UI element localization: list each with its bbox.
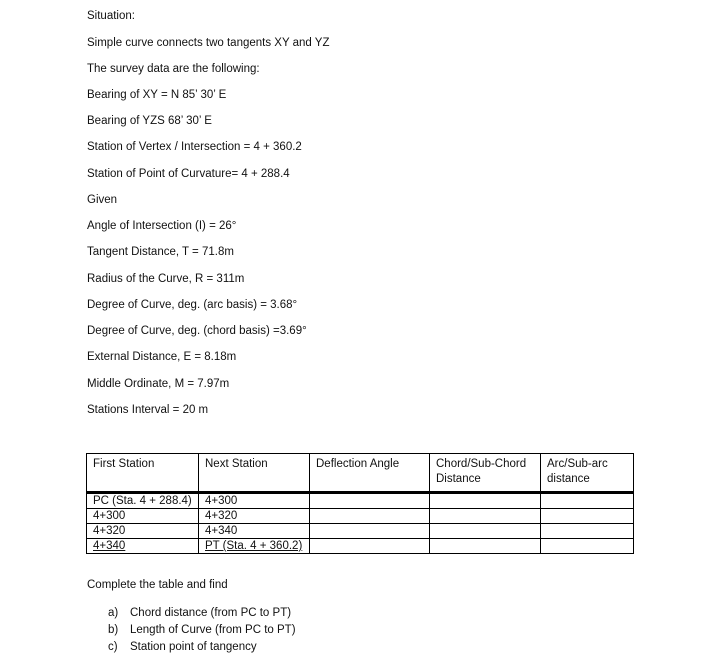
given-degree-chord: Degree of Curve, deg. (chord basis) =3.69° [87, 325, 307, 337]
bearing-yz: Bearing of YZS 68’ 30’ E [87, 115, 212, 127]
question-text: Chord distance (from PC to PT) [130, 607, 292, 619]
cell-deflection-angle [310, 509, 430, 524]
question-marker: a) [108, 607, 119, 619]
intro-line-survey: The survey data are the following: [87, 63, 260, 75]
given-degree-arc: Degree of Curve, deg. (arc basis) = 3.68° [87, 299, 298, 311]
task-instruction: Complete the table and find [87, 579, 228, 591]
given-middle-ordinate: Middle Ordinate, M = 7.97m [87, 378, 230, 390]
col-header-first-station: First Station [87, 454, 199, 493]
given-angle: Angle of Intersection (I) = 26° [87, 220, 237, 232]
station-vertex: Station of Vertex / Intersection = 4 + 360.2 [87, 141, 302, 153]
cell-chord-distance [430, 539, 541, 554]
table-row [87, 539, 634, 554]
col-header-chord-distance: Chord/Sub-Chord Distance [430, 454, 541, 493]
cell-first-station: 4+320 [87, 524, 199, 539]
cell-deflection-angle [310, 493, 430, 509]
given-interval: Stations Interval = 20 m [87, 404, 209, 416]
given-label: Given [87, 194, 118, 206]
cell-arc-distance [541, 509, 634, 524]
cell-chord-distance [430, 524, 541, 539]
cell-next-station: PT (Sta. 4 + 360.2) [199, 539, 310, 554]
cell-deflection-angle [310, 524, 430, 539]
station-pc: Station of Point of Curvature= 4 + 288.4 [87, 168, 290, 180]
list-item [108, 639, 296, 656]
question-marker: b) [108, 624, 119, 636]
cell-first-station: 4+300 [87, 509, 199, 524]
cell-deflection-angle [310, 539, 430, 554]
intro-line-curve: Simple curve connects two tangents XY and YZ [87, 37, 330, 49]
bearing-xy: Bearing of XY = N 85’ 30’ E [87, 89, 227, 101]
station-table [86, 453, 634, 554]
cell-chord-distance [430, 509, 541, 524]
cell-first-station: PC (Sta. 4 + 288.4) [87, 493, 199, 509]
given-external: External Distance, E = 8.18m [87, 351, 237, 363]
cell-next-station: 4+300 [199, 493, 310, 509]
table-row [87, 509, 634, 524]
given-tangent: Tangent Distance, T = 71.8m [87, 246, 234, 258]
cell-next-station: 4+320 [199, 509, 310, 524]
question-text: Length of Curve (from PC to PT) [130, 624, 296, 636]
table-row [87, 524, 634, 539]
cell-next-station: 4+340 [199, 524, 310, 539]
question-marker: c) [108, 641, 118, 653]
table-row [87, 493, 634, 509]
question-text: Station point of tangency [130, 641, 257, 653]
list-item [108, 622, 296, 639]
cell-arc-distance [541, 524, 634, 539]
table-header-row [87, 454, 634, 493]
list-item [108, 605, 296, 622]
given-radius: Radius of the Curve, R = 311m [87, 273, 245, 285]
question-list [108, 605, 296, 656]
cell-chord-distance [430, 493, 541, 509]
col-header-arc-distance: Arc/Sub-arc distance [541, 454, 634, 493]
cell-arc-distance [541, 539, 634, 554]
col-header-next-station: Next Station [199, 454, 310, 493]
cell-arc-distance [541, 493, 634, 509]
col-header-deflection-angle: Deflection Angle [310, 454, 430, 493]
situation-heading: Situation: [87, 10, 135, 22]
cell-first-station: 4+340 [87, 539, 199, 554]
